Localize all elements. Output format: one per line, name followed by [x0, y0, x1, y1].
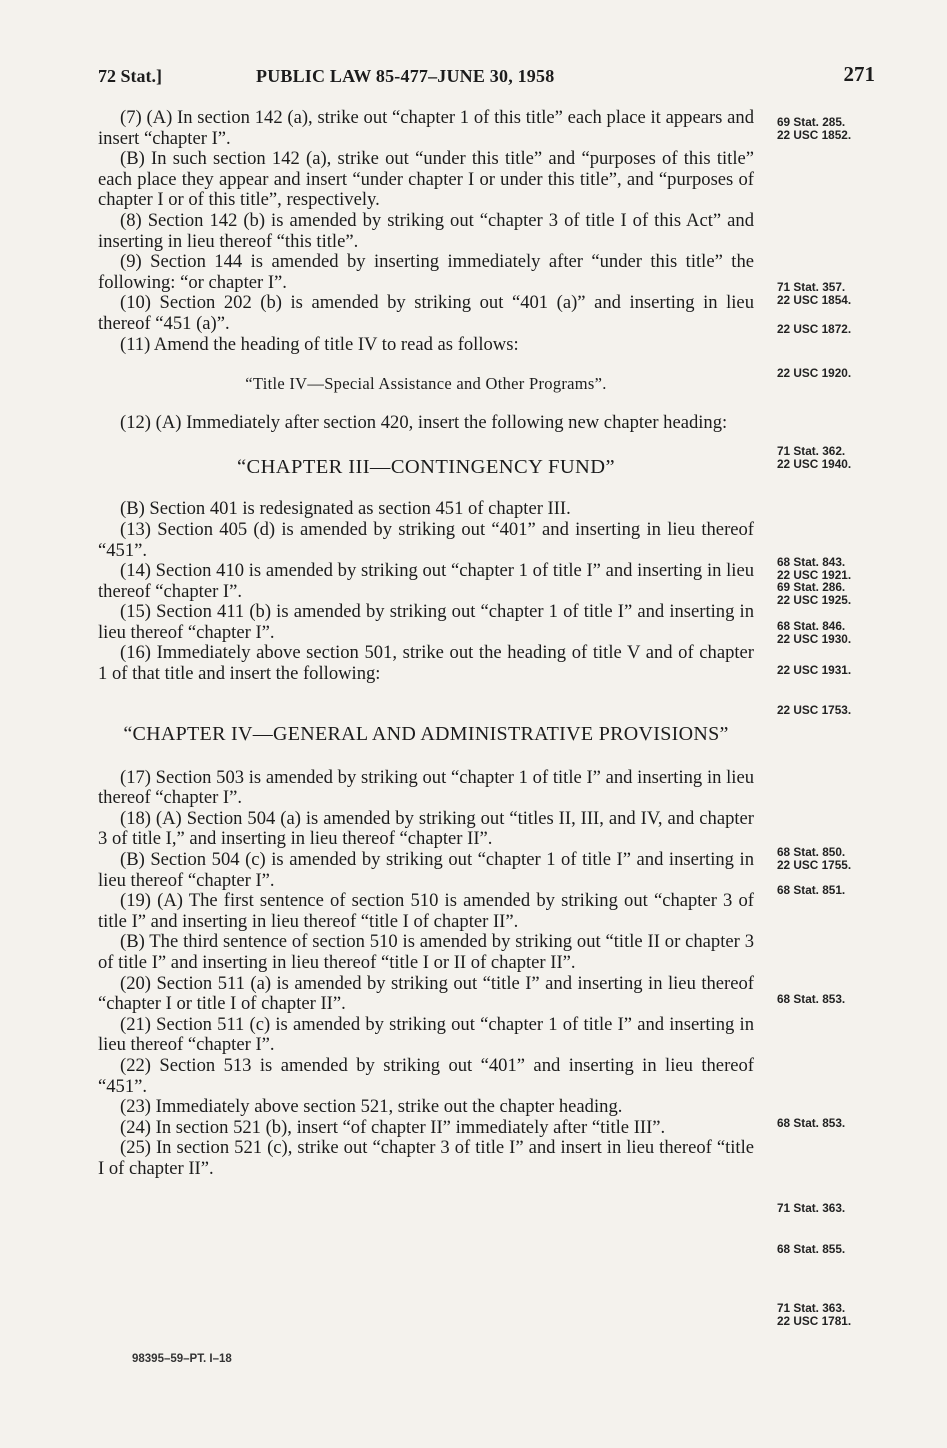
paragraph: (B) In such section 142 (a), strike out “under this title” and “purposes of this title” each place they appear and insert “under chapter I or under this title”, and “purposes of chapter I or of this title”, respectively. — [98, 148, 754, 211]
margin-citation: 22 USC 1940. — [777, 456, 852, 471]
margin-note — [777, 116, 887, 141]
margin-citation: 22 USC 1781. — [777, 1313, 852, 1328]
paragraph: (B) The third sentence of section 510 is amended by striking out “title II or chapter 3 of title I” and inserting in lieu thereof “title I or II of chapter II”. — [98, 931, 754, 973]
margin-citation: 22 USC 1920. — [777, 366, 852, 380]
margin-citation: 71 Stat. 363. — [777, 1301, 846, 1315]
margin-note — [777, 704, 887, 717]
paragraph: (24) In section 521 (b), insert “of chapter II” immediately after “title III”. — [120, 1116, 666, 1138]
paragraph: (20) Section 511 (a) is amended by striking out “title I” and inserting in lieu thereof “chapter I or title I of chapter II”. — [98, 972, 754, 1015]
margin-citation: 71 Stat. 362. — [777, 444, 846, 458]
margin-citation: 68 Stat. 843. — [777, 555, 846, 569]
margin-citation: 68 Stat. 853. — [777, 1116, 846, 1130]
margin-citation: 22 USC 1753. — [777, 703, 852, 717]
margin-note — [777, 367, 887, 380]
margin-note — [777, 884, 887, 897]
margin-citation: 68 Stat. 851. — [777, 883, 846, 897]
margin-citation: 69 Stat. 286. — [777, 580, 846, 594]
paragraph: (13) Section 405 (d) is amended by striking out “401” and inserting in lieu thereof “451”. — [98, 518, 754, 561]
margin-citation: 22 USC 1925. — [777, 592, 852, 607]
margin-note — [777, 846, 887, 871]
paragraph: (9) Section 144 is amended by inserting immediately after “under this title” the following: “or chapter I”. — [98, 251, 754, 293]
margin-citation: 22 USC 1931. — [777, 663, 852, 677]
paragraph: (11) Amend the heading of title IV to read as follows: — [120, 333, 519, 355]
document-body — [98, 108, 754, 1180]
paragraph: (B) Section 504 (c) is amended by striking out “chapter 1 of title I” and inserting in lieu thereof “chapter I”. — [98, 849, 754, 891]
margin-citation: 71 Stat. 363. — [777, 1201, 846, 1215]
paragraph: (18) (A) Section 504 (a) is amended by striking out “titles II, III, and IV, and chapter 3 of title I,” and inserting in lieu thereof “chapter II”. — [98, 807, 754, 850]
margin-note — [777, 281, 887, 306]
margin-citation: 68 Stat. 850. — [777, 845, 846, 859]
title-iv-heading: “Title IV—Special Assistance and Other Programs”. — [245, 374, 607, 394]
margin-note — [777, 556, 887, 606]
paragraph: (22) Section 513 is amended by striking out “401” and inserting in lieu thereof “451”. — [98, 1054, 754, 1097]
paragraph: (16) Immediately above section 501, strike out the heading of title V and of chapter 1 of that title and insert the following: — [98, 642, 754, 685]
paragraph: (15) Section 411 (b) is amended by striking out “chapter 1 of title I” and inserting in lieu thereof “chapter I”. — [98, 601, 754, 643]
margin-note — [777, 993, 887, 1006]
margin-note — [777, 323, 887, 336]
printing-code-footer: 98395–59–PT. I–18 — [132, 1353, 232, 1365]
paragraph: (10) Section 202 (b) is amended by striking out “401 (a)” and inserting in lieu thereof “451 (a)”. — [98, 292, 754, 334]
margin-citation: 22 USC 1930. — [777, 631, 852, 646]
paragraph: (23) Immediately above section 521, strike out the chapter heading. — [120, 1096, 623, 1118]
margin-citation: 68 Stat. 853. — [777, 992, 846, 1006]
page-number: 271 — [843, 62, 875, 86]
margin-note — [777, 1302, 887, 1327]
header-title: PUBLIC LAW 85-477–JUNE 30, 1958 — [256, 66, 555, 86]
margin-note — [777, 620, 887, 645]
paragraph: (19) (A) The first sentence of section 510 is amended by striking out “chapter 3 of title I” and inserting in lieu thereof “title I of chapter II”. — [98, 890, 754, 932]
paragraph: (8) Section 142 (b) is amended by striking out “chapter 3 of title I of this Act” and inserting in lieu thereof “this title”. — [98, 209, 754, 252]
margin-citation: 68 Stat. 846. — [777, 619, 846, 633]
chapter-iv-heading: “CHAPTER IV—GENERAL AND ADMINISTRATIVE PROVISIONS” — [123, 722, 729, 745]
margin-note — [777, 1243, 887, 1256]
margin-citation: 22 USC 1872. — [777, 322, 852, 336]
running-header — [98, 62, 881, 88]
margin-citation: 71 Stat. 357. — [777, 280, 846, 294]
paragraph: (25) In section 521 (c), strike out “chapter 3 of title I” and insert in lieu thereof “title I of chapter II”. — [98, 1137, 754, 1179]
header-stat-ref: 72 Stat.] — [98, 66, 162, 86]
margin-note — [777, 664, 887, 677]
margin-note — [777, 1117, 887, 1130]
margin-note — [777, 445, 887, 470]
paragraph: (B) Section 401 is redesignated as section 451 of chapter III. — [120, 498, 571, 520]
paragraph: (21) Section 511 (c) is amended by striking out “chapter 1 of title I” and inserting in lieu thereof “chapter I”. — [98, 1013, 754, 1056]
margin-citation: 22 USC 1854. — [777, 292, 852, 307]
paragraph: (12) (A) Immediately after section 420, insert the following new chapter heading: — [120, 411, 728, 433]
chapter-iii-heading: “CHAPTER III—CONTINGENCY FUND” — [237, 456, 615, 479]
margin-citation: 22 USC 1755. — [777, 857, 852, 872]
margin-citation: 22 USC 1852. — [777, 127, 852, 142]
paragraph: (14) Section 410 is amended by striking out “chapter 1 of title I” and inserting in lieu thereof “chapter I”. — [98, 560, 754, 602]
margin-citation: 68 Stat. 855. — [777, 1242, 846, 1256]
margin-citation: 22 USC 1921. — [777, 567, 852, 582]
paragraph: (7) (A) In section 142 (a), strike out “chapter 1 of this title” each place it appears and insert “chapter I”. — [98, 107, 754, 149]
margin-citation: 69 Stat. 285. — [777, 115, 846, 129]
margin-note — [777, 1202, 887, 1215]
paragraph: (17) Section 503 is amended by striking out “chapter 1 of title I” and inserting in lieu thereof “chapter I”. — [98, 766, 754, 809]
